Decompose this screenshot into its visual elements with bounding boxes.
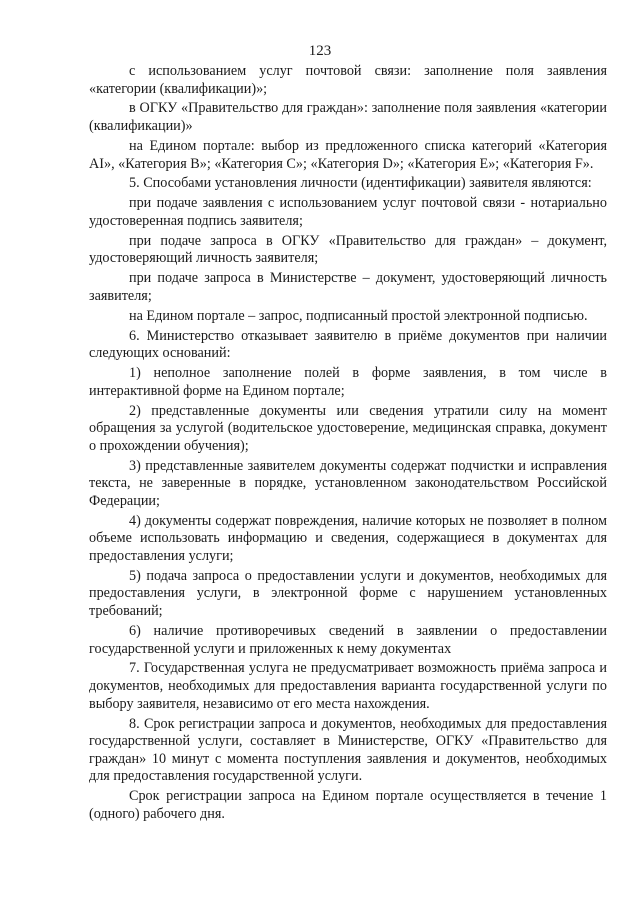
paragraph: в ОГКУ «Правительство для граждан»: заполнение поля заявления «категории (квалификации)» bbox=[89, 100, 607, 135]
paragraph: 7. Государственная услуга не предусматривает возможность приёма запроса и документов, необходимых для предоставления варианта государственной услуги по выбору заявителя, независимо от его места нахождения. bbox=[89, 660, 607, 712]
paragraph: на Едином портале – запрос, подписанный простой электронной подписью. bbox=[129, 307, 588, 324]
paragraph: 3) представленные заявителем документы содержат подчистки и исправления текста, не заверенные в порядке, установленном законодательством Российской Федерации; bbox=[89, 457, 607, 509]
paragraph: 6) наличие противоречивых сведений в заявлении о предоставлении государственной услуги и приложенных к нему документах bbox=[89, 622, 607, 657]
paragraph: 5. Способами установления личности (идентификации) заявителя являются: bbox=[129, 175, 592, 192]
document-body bbox=[89, 63, 607, 826]
page-number: 123 bbox=[308, 43, 332, 59]
paragraph: 2) представленные документы или сведения утратили силу на момент обращения за услугой (водительское удостоверение, медицинская справка, документ о прохождении обучения); bbox=[89, 402, 607, 454]
paragraph: 4) документы содержат повреждения, наличие которых не позволяет в полном объеме использовать информацию и сведения, содержащиеся в документах для предоставления услуги; bbox=[89, 512, 607, 564]
paragraph: 6. Министерство отказывает заявителю в приёме документов при наличии следующих оснований: bbox=[89, 327, 607, 362]
paragraph: на Едином портале: выбор из предложенного списка категорий «Категория AI», «Категория B»; «Категория C»; «Категория D»; «Категория E»; «Категория F». bbox=[89, 137, 607, 172]
paragraph: Срок регистрации запроса на Едином портале осуществляется в течение 1 (одного) рабочего дня. bbox=[89, 788, 607, 822]
paragraph: 8. Срок регистрации запроса и документов, необходимых для предоставления государственной услуги, составляет в Министерстве, ОГКУ «Правительство для граждан» 10 минут с момента поступления заявления и документов, необходимых для предоставления государственной услуги. bbox=[89, 715, 607, 785]
paragraph: при подаче запроса в Министерстве – документ, удостоверяющий личность заявителя; bbox=[89, 270, 607, 304]
paragraph: 1) неполное заполнение полей в форме заявления, в том числе в интерактивной форме на Едином портале; bbox=[89, 365, 607, 399]
paragraph: 5) подача запроса о предоставлении услуги и документов, необходимых для предоставления услуги, в электронной форме с нарушением установленных требований; bbox=[89, 567, 607, 620]
paragraph: с использованием услуг почтовой связи: заполнение поля заявления «категории (квалификации)»; bbox=[89, 63, 607, 97]
paragraph: при подаче заявления с использованием услуг почтовой связи - нотариально удостоверенная подпись заявителя; bbox=[89, 195, 607, 229]
paragraph: при подаче запроса в ОГКУ «Правительство для граждан» – документ, удостоверяющий личность заявителя; bbox=[89, 232, 607, 267]
